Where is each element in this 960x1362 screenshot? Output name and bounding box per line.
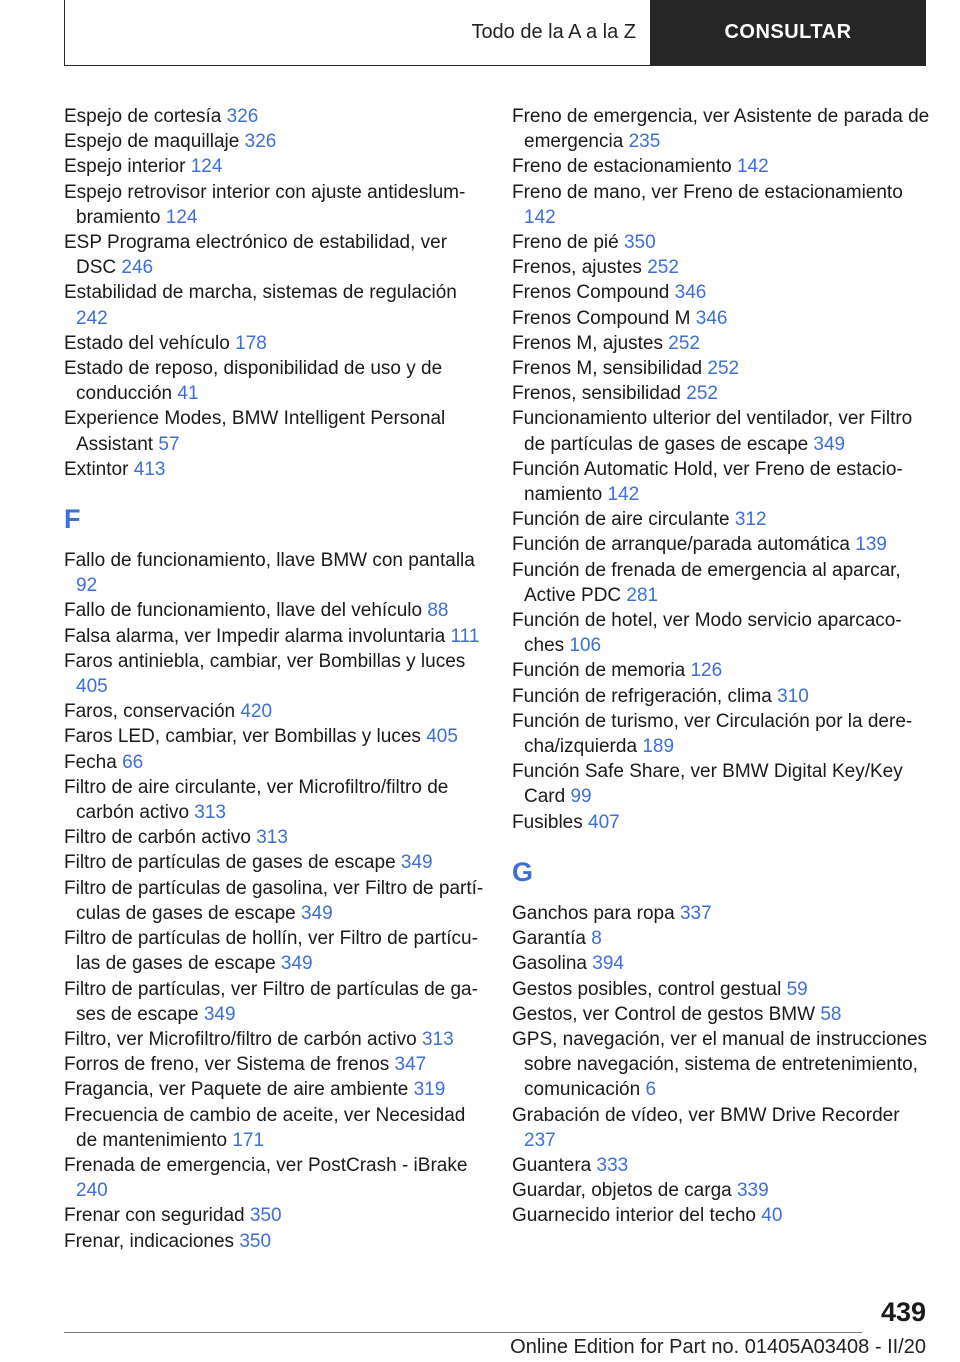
- index-entry: [512, 558, 932, 608]
- index-entry-text: Guardar, objetos de carga: [512, 1180, 732, 1202]
- index-entry-page-link[interactable]: 313: [256, 827, 288, 849]
- index-entry-page-link[interactable]: 142: [524, 206, 556, 228]
- index-entry: [64, 649, 484, 699]
- index-entry: [512, 406, 932, 456]
- index-entry-page-link[interactable]: 252: [647, 257, 679, 279]
- index-entry-page-link[interactable]: 349: [301, 902, 333, 924]
- index-entry-page-link[interactable]: 92: [76, 575, 98, 597]
- index-tab[interactable]: Todo de la A a la Z: [65, 0, 651, 65]
- index-entry-page-link[interactable]: 349: [280, 953, 313, 975]
- index-entry-text: Gasolina: [512, 953, 587, 975]
- index-entry-page-link[interactable]: 178: [235, 332, 267, 354]
- index-entry-text: Gestos, ver Control de gestos BMW: [512, 1003, 816, 1025]
- index-entry: [64, 356, 484, 406]
- footer-divider: [64, 1332, 862, 1333]
- index-entry-page-link[interactable]: 142: [607, 484, 640, 506]
- index-entry: [64, 1203, 484, 1228]
- index-column-right: [512, 104, 932, 1229]
- index-entry: [512, 104, 932, 154]
- index-entry-page-link[interactable]: 346: [674, 282, 707, 304]
- index-entry-text: Frenos M, ajustes: [512, 332, 663, 354]
- index-entry: [512, 810, 932, 835]
- index-entry: [64, 876, 484, 926]
- index-entry-page-link[interactable]: 235: [628, 131, 661, 153]
- index-entry-text: Filtro de carbón activo: [64, 827, 251, 849]
- index-entry-page-link[interactable]: 413: [133, 458, 166, 480]
- index-entry: [64, 1229, 484, 1254]
- index-entry-text: Frenos, ajustes: [512, 257, 642, 279]
- index-entry-page-link[interactable]: 111: [450, 625, 480, 647]
- index-entry-text: Funcionamiento ulterior del ventilador, ver Filtro de partículas de gases de escape: [512, 408, 913, 455]
- index-entry-text: GPS, navegación, ver el manual de instrucciones sobre navegación, sistema de entretenimiento, comunicación: [512, 1028, 928, 1101]
- index-entry-text: Faros, conservación: [64, 701, 236, 723]
- index-entry-text: Falsa alarma, ver Impedir alarma involuntaria: [64, 625, 446, 647]
- index-entry-text: Fecha: [64, 751, 117, 773]
- index-entry: [64, 180, 484, 230]
- index-entry-text: Fusibles: [512, 811, 583, 833]
- index-entry-page-link[interactable]: 40: [761, 1205, 783, 1227]
- index-entry-page-link[interactable]: 349: [203, 1003, 236, 1025]
- index-entry-page-link[interactable]: 124: [165, 206, 198, 228]
- index-entry-text: Función de aire circulante: [512, 509, 730, 531]
- index-entry-text: Función Automatic Hold, ver Freno de estacionamiento: [512, 458, 903, 506]
- index-entry-text: Filtro, ver Microfiltro/filtro de carbón activo: [64, 1028, 417, 1050]
- index-entry-page-link[interactable]: 237: [524, 1129, 556, 1151]
- index-entry-text: Freno de estacionamiento: [512, 156, 732, 178]
- index-entry-text: Frenos Compound M: [512, 307, 691, 329]
- index-entry-page-link[interactable]: 405: [426, 726, 458, 748]
- index-entry: [512, 180, 932, 230]
- index-entry: [512, 1103, 932, 1153]
- index-entry-text: Guarnecido interior del techo: [512, 1205, 756, 1227]
- index-entry-page-link[interactable]: 41: [177, 383, 199, 405]
- index-entry: [512, 1002, 932, 1027]
- header-tabs: [64, 0, 926, 66]
- index-entry: [512, 684, 932, 709]
- index-entry-page-link[interactable]: 59: [786, 978, 808, 1000]
- index-entry-text: Función de refrigeración, clima: [512, 685, 772, 707]
- index-entry-text: Fallo de funcionamiento, llave BMW con pantalla: [64, 550, 475, 572]
- index-entry: [64, 406, 484, 456]
- index-entry: [64, 457, 484, 482]
- index-column-left: [64, 104, 484, 1254]
- index-entry-text: Frenada de emergencia, ver PostCrash - iBrake: [64, 1154, 468, 1176]
- index-entry-page-link[interactable]: 66: [122, 751, 144, 773]
- index-entry-page-link[interactable]: 310: [777, 685, 809, 707]
- index-entry-text: Ganchos para ropa: [512, 902, 675, 924]
- index-entry-page-link[interactable]: 420: [240, 701, 273, 723]
- index-entry: [64, 154, 484, 179]
- index-entry-text: Frecuencia de cambio de aceite, ver Necesidad de mantenimiento: [64, 1104, 466, 1151]
- index-entry-text: Función Safe Share, ver BMW Digital Key/Key Card: [512, 761, 903, 808]
- page-number: 439: [880, 1297, 926, 1327]
- index-entry-text: Fallo de funcionamiento, llave del vehículo: [64, 600, 423, 622]
- index-entry-text: Faros LED, cambiar, ver Bombillas y luces: [64, 726, 421, 748]
- index-entry: [512, 658, 932, 683]
- index-entry-page-link[interactable]: 333: [596, 1154, 629, 1176]
- index-entry-page-link[interactable]: 349: [813, 433, 846, 455]
- index-entry-text: Extintor: [64, 458, 129, 480]
- index-entry: [64, 104, 484, 129]
- index-entry-page-link[interactable]: 313: [194, 802, 226, 824]
- index-entry-page-link[interactable]: 58: [820, 1003, 842, 1025]
- index-entry-page-link[interactable]: 281: [626, 584, 659, 606]
- index-entry-text: Estado del vehículo: [64, 332, 230, 354]
- index-entry-page-link[interactable]: 326: [244, 131, 277, 153]
- index-entry: [64, 1052, 484, 1077]
- index-entry-text: Espejo retrovisor interior con ajuste antideslumbramiento: [64, 181, 466, 228]
- index-entry-page-link[interactable]: 347: [394, 1054, 427, 1076]
- index-entry-page-link[interactable]: 252: [668, 332, 700, 354]
- index-entry: [512, 1203, 932, 1228]
- index-entry: [512, 759, 932, 809]
- index-entry-page-link[interactable]: 394: [592, 953, 624, 975]
- index-entry: [512, 1178, 932, 1203]
- index-entry-page-link[interactable]: 142: [736, 156, 769, 178]
- index-entry-page-link[interactable]: 171: [232, 1129, 265, 1151]
- index-entry: [64, 825, 484, 850]
- index-entry-page-link[interactable]: 126: [690, 660, 723, 682]
- index-entry: [512, 1153, 932, 1178]
- index-entry: [512, 507, 932, 532]
- index-entry-page-link[interactable]: 346: [695, 307, 728, 329]
- index-entry: [64, 699, 484, 724]
- index-entry-page-link[interactable]: 246: [121, 257, 154, 279]
- index-entry: [64, 1077, 484, 1102]
- index-entry-text: Función de turismo, ver Circulación por la derecha/izquierda: [512, 710, 913, 758]
- index-entry: [512, 230, 932, 255]
- index-entry: [64, 230, 484, 280]
- index-entry-text: Filtro de aire circulante, ver Microfiltro/filtro de carbón activo: [64, 776, 449, 824]
- index-entry-page-link[interactable]: 106: [569, 635, 602, 657]
- index-entry: [64, 1153, 484, 1203]
- index-entry-page-link[interactable]: 350: [239, 1230, 272, 1252]
- index-entry-text: Filtro de partículas de hollín, ver Filtro de partículas de gases de escape: [64, 928, 478, 975]
- index-entry-page-link[interactable]: 313: [421, 1028, 454, 1050]
- index-entry-page-link[interactable]: 252: [686, 383, 718, 405]
- index-entry-text: Estabilidad de marcha, sistemas de regulación: [64, 282, 457, 304]
- index-entry-page-link[interactable]: 337: [679, 902, 712, 924]
- index-entry-text: Gestos posibles, control gestual: [512, 978, 782, 1000]
- index-entry-page-link[interactable]: 349: [400, 852, 433, 874]
- index-section-letter: G: [512, 856, 534, 887]
- index-entry-text: Guantera: [512, 1154, 592, 1176]
- index-entry: [512, 901, 932, 926]
- index-entry-page-link[interactable]: 339: [736, 1180, 769, 1202]
- index-entry: [512, 154, 932, 179]
- index-entry-page-link[interactable]: 57: [158, 433, 180, 455]
- index-entry: [64, 1103, 484, 1153]
- index-section-letter: F: [64, 504, 81, 535]
- index-entry-page-link[interactable]: 319: [413, 1079, 446, 1101]
- section-tab-consultar[interactable]: CONSULTAR: [651, 0, 925, 65]
- index-entry: [512, 532, 932, 557]
- index-entry-text: Experience Modes, BMW Intelligent Personal Assistant: [64, 408, 446, 455]
- index-entry-text: Espejo de cortesía: [64, 106, 222, 127]
- index-entry: [512, 1027, 932, 1103]
- index-entry-text: Garantía: [512, 928, 586, 950]
- index-entry-page-link[interactable]: 139: [855, 534, 887, 556]
- index-entry: [64, 977, 484, 1027]
- index-entry-text: Filtro de partículas, ver Filtro de partículas de gases de escape: [64, 978, 478, 1025]
- index-entry-page-link[interactable]: 8: [591, 928, 602, 950]
- index-entry: [64, 1027, 484, 1052]
- index-entry: [512, 306, 932, 331]
- index-entry: [64, 850, 484, 875]
- index-entry-text: Espejo interior: [64, 156, 186, 178]
- index-entry-page-link[interactable]: 312: [734, 509, 767, 531]
- index-entry-page-link[interactable]: 252: [707, 358, 740, 380]
- index-entry: [512, 709, 932, 759]
- index-entry-text: Faros antiniebla, cambiar, ver Bombillas y luces: [64, 650, 466, 672]
- index-entry-text: Función de frenada de emergencia al aparcar, Active PDC: [512, 559, 901, 606]
- index-entry-page-link[interactable]: 99: [570, 786, 592, 808]
- index-entry: [64, 331, 484, 356]
- index-entry: [512, 331, 932, 356]
- index-entry-text: Función de memoria: [512, 660, 686, 682]
- index-entry-text: Freno de pié: [512, 232, 619, 254]
- index-entry: [512, 608, 932, 658]
- index-entry: [64, 926, 484, 976]
- index-entry: [64, 624, 484, 649]
- index-entry-page-link[interactable]: 124: [190, 156, 223, 178]
- index-entry-text: Freno de emergencia, ver Asistente de parada de emergencia: [512, 106, 930, 153]
- index-entry-text: Filtro de partículas de gasolina, ver Filtro de partículas de gases de escape: [64, 877, 484, 924]
- index-entry-page-link[interactable]: 240: [76, 1180, 108, 1202]
- index-entry: [512, 356, 932, 381]
- index-entry-text: Fragancia, ver Paquete de aire ambiente: [64, 1079, 409, 1101]
- index-entry: [64, 280, 484, 330]
- index-entry-text: Frenar, indicaciones: [64, 1230, 235, 1252]
- index-entry: [512, 457, 932, 507]
- index-entry: [64, 129, 484, 154]
- index-entry: [64, 775, 484, 825]
- index-entry-text: Freno de mano, ver Freno de estacionamiento: [512, 181, 903, 203]
- index-entry-page-link[interactable]: 242: [76, 307, 108, 329]
- index-entry-text: Espejo de maquillaje: [64, 131, 240, 153]
- index-entry-page-link[interactable]: 6: [645, 1079, 657, 1101]
- index-entry-text: Filtro de partículas de gases de escape: [64, 852, 396, 874]
- index-entry-page-link[interactable]: 326: [226, 106, 259, 127]
- index-entry-text: Grabación de vídeo, ver BMW Drive Recorder: [512, 1104, 900, 1126]
- index-entry-text: Frenos Compound: [512, 282, 670, 304]
- index-entry: [512, 951, 932, 976]
- index-entry-text: Estado de reposo, disponibilidad de uso y de conducción: [64, 358, 443, 405]
- index-entry-page-link[interactable]: 405: [76, 676, 108, 698]
- index-entry: [64, 598, 484, 623]
- index-entry-text: Frenos, sensibilidad: [512, 383, 681, 405]
- footer-edition-text: Online Edition for Part no. 01405A03408 - II/20: [510, 1336, 926, 1358]
- index-entry-page-link[interactable]: 189: [642, 736, 675, 758]
- index-entry: [64, 750, 484, 775]
- index-entry-text: ESP Programa electrónico de estabilidad, ver DSC: [64, 232, 448, 279]
- index-entry: [64, 548, 484, 598]
- index-entry: [512, 280, 932, 305]
- index-entry-text: Frenar con seguridad: [64, 1205, 245, 1227]
- index-entry: [512, 255, 932, 280]
- index-entry-page-link[interactable]: 350: [249, 1205, 282, 1227]
- index-entry-text: Frenos M, sensibilidad: [512, 358, 703, 380]
- index-entry: [512, 381, 932, 406]
- index-entry-page-link[interactable]: 88: [427, 600, 449, 622]
- index-entry-page-link[interactable]: 350: [623, 232, 656, 254]
- index-entry-text: Función de hotel, ver Modo servicio aparcacoches: [512, 610, 902, 657]
- index-entry: [512, 977, 932, 1002]
- index-entry-page-link[interactable]: 407: [588, 811, 620, 833]
- index-entry-text: Forros de freno, ver Sistema de frenos: [64, 1054, 390, 1076]
- index-entry: [64, 724, 484, 749]
- index-entry: [512, 926, 932, 951]
- index-entry-text: Función de arranque/parada automática: [512, 534, 851, 556]
